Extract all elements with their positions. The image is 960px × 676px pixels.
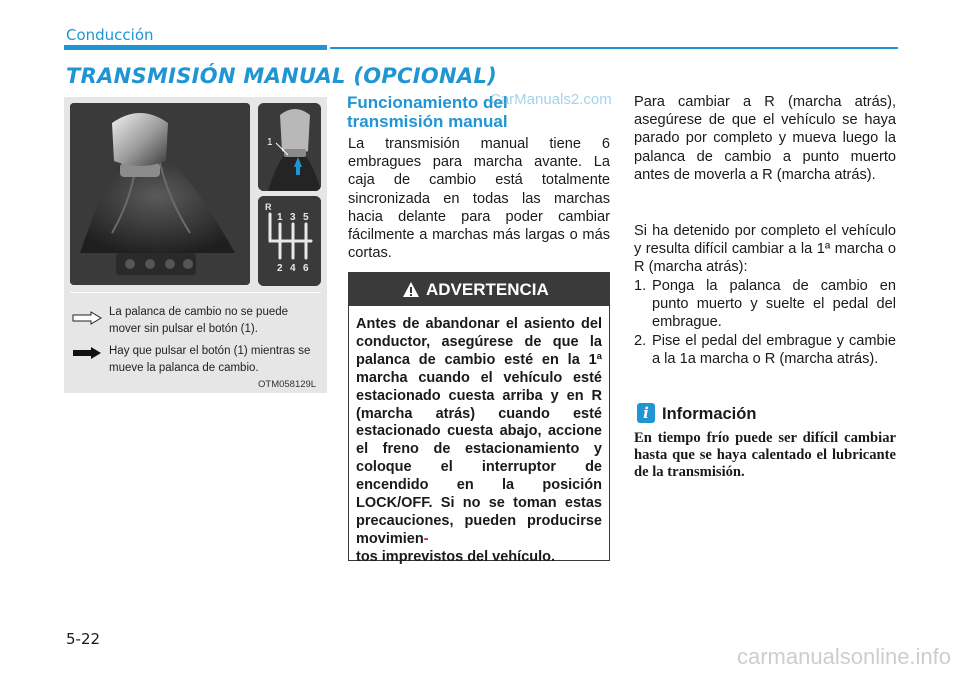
step-text: Pise el pedal del embrague y cambie a la 1a marcha o R (marcha atrás). — [652, 332, 896, 367]
figure-divider — [70, 292, 321, 293]
gear-5: 5 — [303, 212, 309, 223]
intro-paragraph: La transmisión manual tiene 6 embragues para marcha avante. La caja de cambio está totalmente sincronizada en todas las marchas hacia delante para poder cambiar fácilmente a marchas más largas o más cortas. — [348, 136, 610, 262]
difficulty-paragraph: Si ha detenido por completo el vehículo y resulta difícil cambiar a la 1ª marcha o R (marcha atrás): — [634, 223, 896, 276]
gear-6: 6 — [303, 263, 309, 274]
page-number: 5-22 — [66, 630, 101, 648]
header-rule-thin — [330, 47, 898, 49]
header-rule-thick — [64, 45, 327, 50]
figure-code: OTM058129L — [258, 379, 317, 390]
solid-arrow-icon — [72, 346, 102, 360]
reverse-paragraph: Para cambiar a R (marcha atrás), asegúrese de que el vehículo se haya parado por completo y mueva luego la palanca de cambio a punto muerto antes de moverla a R (marcha atrás). — [634, 94, 896, 183]
warning-title: ADVERTENCIA — [426, 280, 549, 299]
shift-pattern-inset — [258, 196, 321, 286]
info-title: Información — [662, 405, 757, 423]
list-item — [634, 277, 896, 332]
warning-header — [349, 273, 609, 306]
gear-lever-photo — [70, 103, 250, 285]
warning-text-part1: Antes de abandonar el asiento del conductor, asegúrese de que la palanca de cambio esté en la 1ª marcha cuando el vehículo esté estacionado cuesta arriba y en R (marcha atrás) cuando esté estacionado cuesta abajo, accione el freno de estacionamiento y coloque el interruptor de encendido en la posición LOCK/OFF. Si no se toman estas precauciones, pueden producirse movimien — [356, 316, 602, 547]
gear-lever-illustration — [70, 103, 250, 285]
legend-item-outline: La palanca de cambio no se puede mover sin pulsar el botón (1). — [109, 306, 289, 335]
gear-1: 1 — [277, 212, 283, 223]
gear-reverse: R — [265, 202, 272, 212]
info-body: En tiempo frío puede ser difícil cambiar hasta que se haya calentado el lubricante de la transmisión. — [634, 430, 896, 480]
callout-number: 1 — [267, 137, 273, 148]
step-number: 2. — [634, 332, 647, 349]
warning-text-part2: tos imprevistos del vehículo. — [356, 548, 556, 565]
gear-3: 3 — [290, 212, 296, 223]
list-item — [634, 332, 896, 368]
warning-body — [356, 316, 602, 567]
legend-item-solid: Hay que pulsar el botón (1) mientras se mueve la palanca de cambio. — [109, 345, 311, 374]
warning-hyphen: - — [423, 530, 429, 547]
warning-triangle-icon — [402, 281, 420, 298]
release-button-illustration — [258, 103, 321, 191]
shift-pattern-illustration — [258, 196, 321, 286]
info-icon: i — [637, 403, 655, 423]
release-button-inset — [258, 103, 321, 191]
site-watermark: CarManuals2.com — [490, 91, 612, 108]
gear-2: 2 — [277, 263, 283, 274]
outline-arrow-icon — [72, 311, 102, 325]
footer-watermark: carmanualsonline.info — [737, 644, 952, 669]
step-text: Ponga la palanca de cambio en punto muerto y suelte el pedal del embrague. — [652, 278, 896, 331]
step-number: 1. — [634, 278, 647, 294]
gear-4: 4 — [290, 263, 296, 274]
steps-list — [634, 277, 896, 368]
subsection-heading: Funcionamiento del transmisión manual — [347, 93, 508, 131]
page-title: TRANSMISIÓN MANUAL (OPCIONAL) — [66, 64, 498, 88]
section-label: Conducción — [66, 26, 154, 44]
